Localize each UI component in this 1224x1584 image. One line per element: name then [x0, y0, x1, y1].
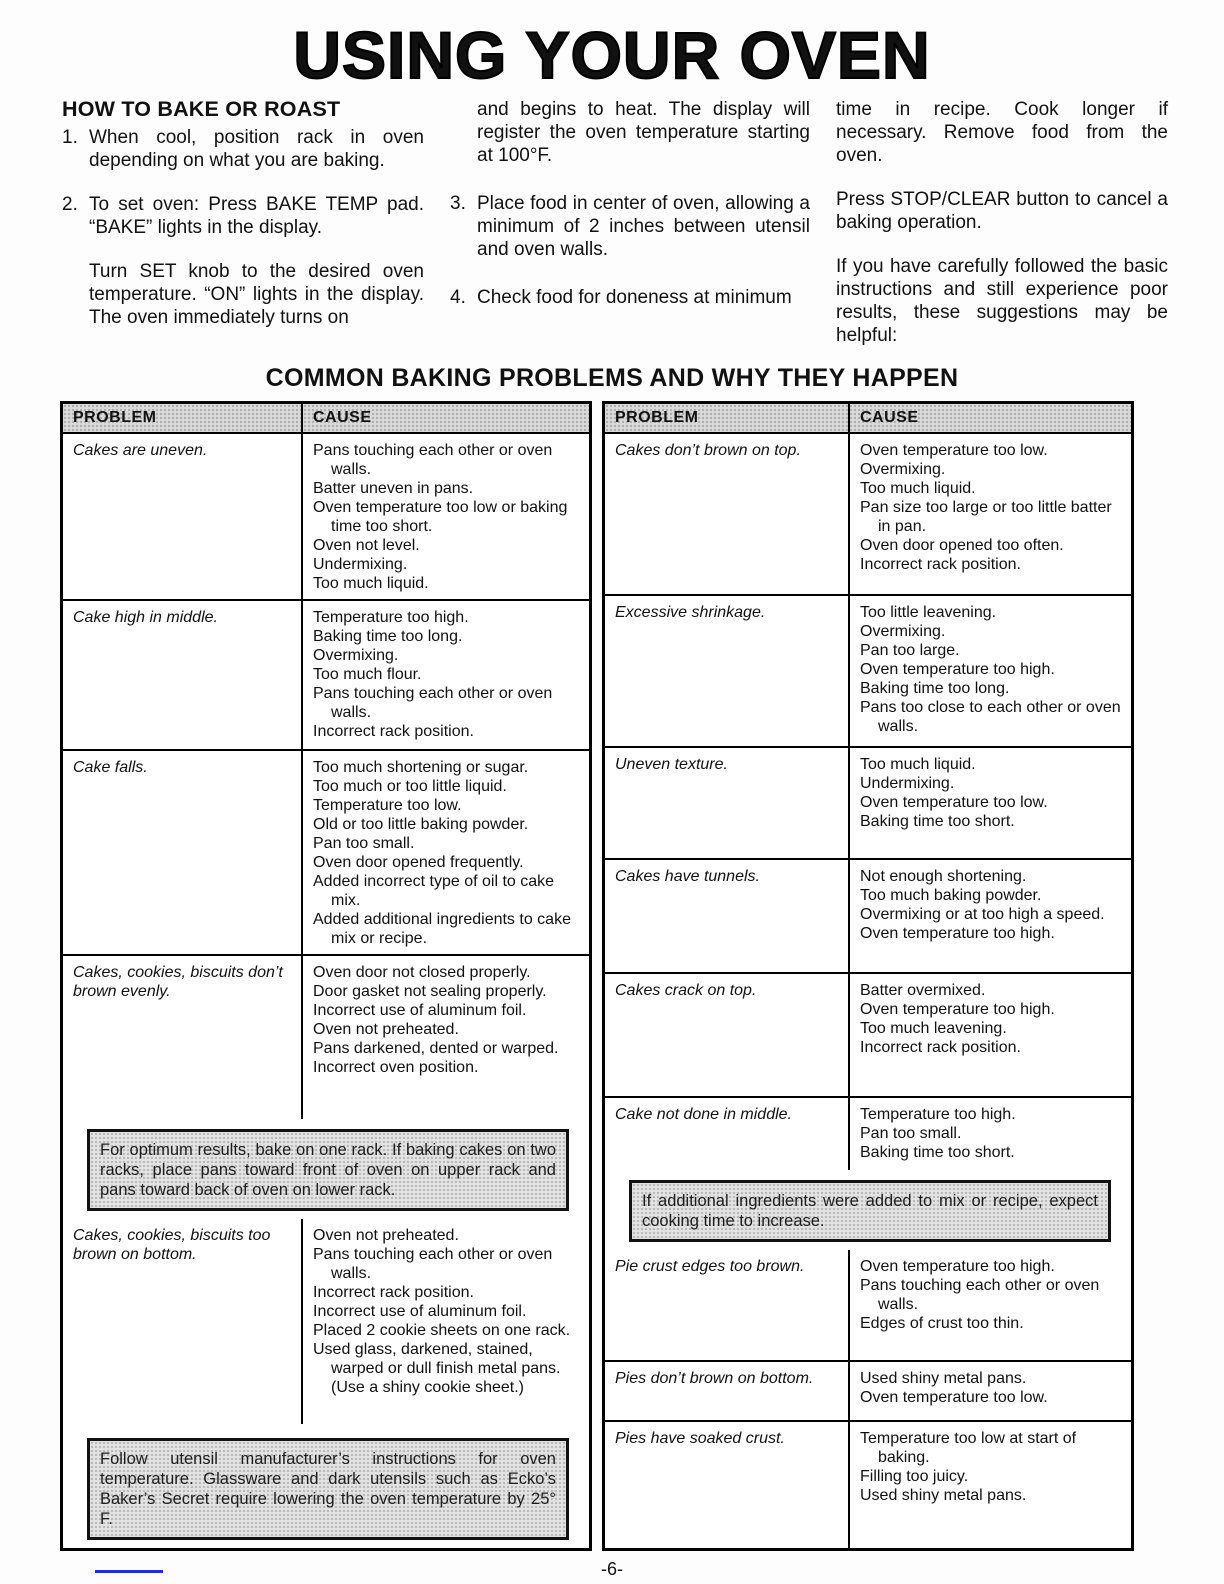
problem-cell: Cake not done in middle. [605, 1098, 850, 1170]
step-2-continued: Turn SET knob to the desired oven temperature. “ON” lights in the display. The oven immediately turns on [89, 261, 424, 328]
cause-item: Batter overmixed. [860, 982, 986, 999]
cause-item: Oven not level. [313, 537, 420, 554]
column-header-problem: PROBLEM [605, 404, 850, 432]
cause-item: Edges of crust too thin. [860, 1315, 1024, 1332]
table-row [605, 434, 1131, 594]
cause-item: Temperature too low. [313, 797, 462, 814]
cause-item: Oven temperature too high. [860, 925, 1055, 942]
cause-cell [850, 1422, 1131, 1548]
cause-item: Incorrect rack position. [313, 1284, 474, 1301]
cause-item: Incorrect rack position. [313, 723, 474, 740]
step-1 [62, 126, 424, 172]
table-row [63, 749, 589, 954]
step-4-continued-text: time in recipe. Cook longer if necessary. Remove food from the oven. [836, 99, 1168, 166]
cause-item: Old or too little baking powder. [313, 816, 529, 833]
problems-table-left [60, 401, 592, 1551]
problem-cell: Cakes have tunnels. [605, 860, 850, 972]
table-row [605, 746, 1131, 858]
problems-table-title: COMMON BAKING PROBLEMS AND WHY THEY HAPPEN [265, 364, 959, 392]
table-row [605, 1360, 1131, 1420]
step-text: When cool, position rack in oven depending on what you are baking. [89, 127, 424, 171]
cause-item: Incorrect use of aluminum foil. [313, 1002, 527, 1019]
cause-item: Pans touching each other or oven walls. [860, 1277, 1100, 1313]
cause-item: Placed 2 cookie sheets on one rack. [313, 1322, 571, 1339]
cause-item: Pan too small. [313, 835, 415, 852]
page-number: -6- [601, 1559, 623, 1579]
cause-item: Too little leavening. [860, 604, 997, 621]
cause-cell [303, 434, 589, 599]
cause-item: Too much shortening or sugar. [313, 759, 529, 776]
how-to-section [62, 98, 1168, 347]
step-3 [450, 192, 810, 261]
problem-cell: Cakes don’t brown on top. [605, 434, 850, 594]
table-header-row [63, 404, 589, 434]
cause-item: Pan size too large or too little batter in pan. [860, 499, 1112, 535]
cause-item: Overmixing. [860, 623, 946, 640]
cause-item: Oven temperature too high. [860, 1001, 1055, 1018]
cause-item: Baking time too short. [860, 1144, 1015, 1161]
note-box: Follow utensil manufacturer’s instructions for oven temperature. Glassware and dark utensils such as Ecko’s Baker’s Secret require lowering the oven temperature by 25° F. [87, 1438, 569, 1540]
step-number: 1. [62, 127, 78, 148]
cause-item: Batter uneven in pans. [313, 480, 474, 497]
cause-cell [850, 596, 1131, 746]
cause-cell [303, 956, 589, 1119]
cause-item: Overmixing. [313, 647, 399, 664]
cause-item: Pans touching each other or oven walls. [313, 685, 553, 721]
problem-cell: Pies have soaked crust. [605, 1422, 850, 1548]
cause-item: Door gasket not sealing properly. [313, 983, 547, 1000]
step-2 [62, 193, 424, 239]
cause-item: Incorrect oven position. [313, 1059, 479, 1076]
cause-item: Too much leavening. [860, 1020, 1007, 1037]
table-row [605, 1250, 1131, 1360]
cause-cell [850, 1362, 1131, 1420]
table-row [605, 594, 1131, 746]
table-row [63, 1219, 589, 1424]
problem-cell: Uneven texture. [605, 748, 850, 858]
problem-cell: Cakes are uneven. [63, 434, 303, 599]
cause-item: Oven door opened frequently. [313, 854, 524, 871]
cause-item: Pan too large. [860, 642, 960, 659]
column-header-cause: CAUSE [860, 409, 919, 426]
cause-item: Too much liquid. [860, 480, 976, 497]
problem-cell: Pie crust edges too brown. [605, 1250, 850, 1360]
cause-item: Undermixing. [860, 775, 955, 792]
step-text: To set oven: Press BAKE TEMP pad. “BAKE” lights in the display. [89, 194, 424, 238]
cause-cell [850, 1098, 1131, 1170]
cause-item: Pans too close to each other or oven walls. [860, 699, 1121, 735]
table-row [605, 972, 1131, 1096]
cause-item: Baking time too short. [860, 813, 1015, 830]
column-header-cause: CAUSE [313, 409, 372, 426]
cause-item: Too much flour. [313, 666, 422, 683]
table-section [605, 434, 1131, 1170]
intro-column-2 [450, 98, 810, 347]
table-section [605, 1250, 1131, 1548]
cause-item: Overmixing or at too high a speed. [860, 906, 1105, 923]
problem-cell: Pies don’t brown on bottom. [605, 1362, 850, 1420]
step-2-continued-text: and begins to heat. The display will register the oven temperature starting at 100°F. [477, 99, 810, 166]
cause-item: Used shiny metal pans. [860, 1487, 1027, 1504]
cause-item: Oven door not closed properly. [313, 964, 531, 981]
cause-item: Oven not preheated. [313, 1021, 459, 1038]
cause-item: Oven not preheated. [313, 1227, 459, 1244]
problem-cell: Cakes crack on top. [605, 974, 850, 1096]
intro-column-1 [62, 98, 424, 347]
cause-item: Pans touching each other or oven walls. [313, 1246, 553, 1282]
cause-item: Oven temperature too low. [860, 442, 1048, 459]
scan-artifact-blue-line [95, 1570, 163, 1573]
step-4 [450, 286, 810, 309]
step-text: Place food in center of oven, allowing a minimum of 2 inches between utensil and oven walls. [477, 193, 810, 260]
problems-table-right [602, 401, 1134, 1551]
cause-item: Too much baking powder. [860, 887, 1042, 904]
step-number: 3. [450, 193, 466, 214]
note-box: For optimum results, bake on one rack. If baking cakes on two racks, place pans toward front of oven on upper rack and pans toward back of oven on lower rack. [87, 1129, 569, 1211]
problem-cell: Cake falls. [63, 751, 303, 954]
cause-item: Too much liquid. [313, 575, 429, 592]
cause-item: Baking time too long. [860, 680, 1010, 697]
cause-item: Incorrect use of aluminum foil. [313, 1303, 527, 1320]
cause-cell [850, 1250, 1131, 1360]
cause-item: Temperature too high. [313, 609, 469, 626]
cause-item: Pan too small. [860, 1125, 962, 1142]
note-box: If additional ingredients were added to mix or recipe, expect cooking time to increase. [629, 1180, 1111, 1242]
cause-cell [850, 748, 1131, 858]
intro-column-3 [836, 98, 1168, 347]
table-section [63, 1219, 589, 1424]
step-number: 4. [450, 287, 466, 308]
table-row [63, 954, 589, 1119]
cause-item: Incorrect rack position. [860, 1039, 1021, 1056]
problem-cell: Cake high in middle. [63, 601, 303, 749]
cause-item: Added incorrect type of oil to cake mix. [313, 873, 555, 909]
table-row [605, 1096, 1131, 1170]
cause-cell [850, 974, 1131, 1096]
cause-item: Used glass, darkened, stained, warped or dull finish metal pans. (Use a shiny cookie sheet.) [313, 1341, 561, 1396]
table-header-row [605, 404, 1131, 434]
cause-cell [850, 434, 1131, 594]
page-title: USING YOUR OVEN [293, 18, 931, 92]
table-section [63, 434, 589, 1119]
table-row [605, 858, 1131, 972]
cause-item: Used shiny metal pans. [860, 1370, 1027, 1387]
table-row [605, 1420, 1131, 1548]
cause-item: Temperature too low at start of baking. [860, 1430, 1077, 1466]
problems-table [60, 401, 1164, 1551]
table-row [63, 599, 589, 749]
stop-clear-paragraph: Press STOP/CLEAR button to cancel a baking operation. [836, 189, 1168, 233]
cause-item: Filling too juicy. [860, 1468, 969, 1485]
column-header-problem: PROBLEM [63, 404, 303, 432]
cause-item: Oven temperature too low or baking time too short. [313, 499, 568, 535]
cause-item: Pans darkened, dented or warped. [313, 1040, 559, 1057]
cause-cell [303, 1219, 589, 1424]
cause-cell [303, 751, 589, 954]
step-number: 2. [62, 194, 78, 215]
cause-item: Pans touching each other or oven walls. [313, 442, 553, 478]
how-to-heading: HOW TO BAKE OR ROAST [62, 97, 341, 121]
problem-cell: Cakes, cookies, biscuits too brown on bottom. [63, 1219, 303, 1424]
problem-cell: Excessive shrinkage. [605, 596, 850, 746]
cause-item: Baking time too long. [313, 628, 463, 645]
cause-item: Overmixing. [860, 461, 946, 478]
cause-item: Added additional ingredients to cake mix or recipe. [313, 911, 571, 947]
cause-item: Too much or too little liquid. [313, 778, 507, 795]
cause-cell [303, 601, 589, 749]
cause-item: Oven door opened too often. [860, 537, 1064, 554]
cause-cell [850, 860, 1131, 972]
suggestions-paragraph: If you have carefully followed the basic instructions and still experience poor results, these suggestions may be helpful: [836, 256, 1168, 346]
cause-item: Too much liquid. [860, 756, 976, 773]
cause-item: Oven temperature too low. [860, 794, 1048, 811]
problem-cell: Cakes, cookies, biscuits don’t brown evenly. [63, 956, 303, 1119]
cause-item: Undermixing. [313, 556, 408, 573]
cause-item: Not enough shortening. [860, 868, 1027, 885]
cause-item: Oven temperature too high. [860, 661, 1055, 678]
step-text: Check food for doneness at minimum [477, 287, 792, 308]
cause-item: Oven temperature too low. [860, 1389, 1048, 1406]
cause-item: Incorrect rack position. [860, 556, 1021, 573]
table-row [63, 434, 589, 599]
cause-item: Temperature too high. [860, 1106, 1016, 1123]
cause-item: Oven temperature too high. [860, 1258, 1055, 1275]
